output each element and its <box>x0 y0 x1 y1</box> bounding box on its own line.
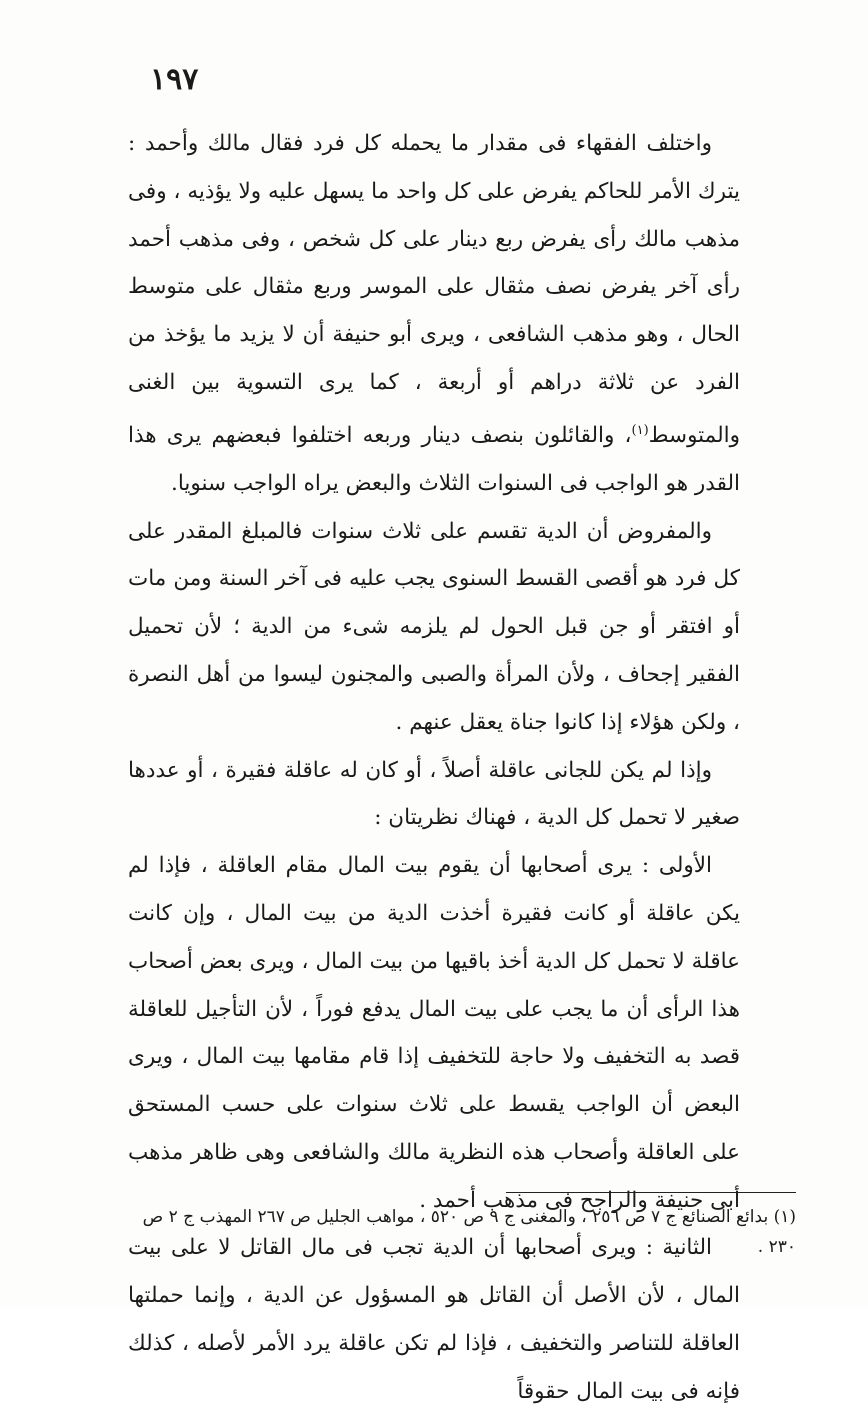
paragraph: الأولى : يرى أصحابها أن يقوم بيت المال مقام العاقلة ، فإذا لم يكن عاقلة أو كانت فقيرة أخذت الدية من بيت المال ، وإن كانت عاقلة لا تحمل كل الدية أخذ باقيها من بيت المال ، ويرى بعض أصحاب هذا الرأى أن ما يجب على بيت المال يدفع فوراً ، لأن التأجيل للعاقلة قصد به التخفيف ولا حاجة للتخفيف إذا قام مقامها بيت المال ، ويرى البعض أن الواجب يقسط على ثلاث سنوات على حسب المستحق على العاقلة وأصحاب هذه النظرية مالك والشافعى وهى ظاهر مذهب أبى حنيفة والراجح فى مذهب أحمد . <box>128 853 740 1213</box>
footnotes <box>128 1202 796 1262</box>
paragraph-text-continued: ، والقائلون بنصف دينار وربعه اختلفوا فبعضهم يرى هذا القدر هو الواجب فى السنوات الثلاث والبعض يراه الواجب سنويا. <box>128 422 740 496</box>
paragraph <box>128 120 740 508</box>
footnote-reference: (١) <box>631 422 649 438</box>
paragraph: وإذا لم يكن للجانى عاقلة أصلاً ، أو كان له عاقلة فقيرة ، أو عددها صغير لا تحمل كل الدية ، فهناك نظريتان : <box>128 757 740 831</box>
footnote: (١) بدائع الصنائع ج ٧ ص ٢٥٦ ، والمغنى ج ٩ ص ٥٢٠ ، مواهب الجليل ص ٢٦٧ المهذب ج ٢ ص ٢٣٠ . <box>142 1207 796 1257</box>
footnote-separator <box>506 1192 796 1193</box>
paragraph: والمفروض أن الدية تقسم على ثلاث سنوات فالمبلغ المقدر على كل فرد هو أقصى القسط السنوى يجب عليه فى آخر السنة ومن مات أو افتقر أو جن قبل الحول لم يلزمه شىء من الدية ؛ لأن تحميل الفقير إجحاف ، ولأن المرأة والصبى والمجنون ليسوا من أهل النصرة ، ولكن هؤلاء إذا كانوا جناة يعقل عنهم . <box>128 518 740 735</box>
paragraph-text: واختلف الفقهاء فى مقدار ما يحمله كل فرد فقال مالك وأحمد : يترك الأمر للحاكم يفرض على كل واحد ما يسهل عليه ولا يؤذيه ، وفى مذهب مالك رأى يفرض ربع دينار على كل شخص ، وفى مذهب أحمد رأى آخر يفرض نصف مثقال على الموسر وربع مثقال على متوسط الحال ، وهو مذهب الشافعى ، ويرى أبو حنيفة أن لا يزيد ما يؤخذ من الفرد عن ثلاثة دراهم أو أربعة ، كما يرى التسوية بين الغنى والمتوسط <box>128 131 740 448</box>
page-number: ١٩٧ <box>150 62 199 97</box>
paragraph: الثانية : ويرى أصحابها أن الدية تجب فى مال القاتل لا على بيت المال ، لأن الأصل أن القاتل هو المسؤول عن الدية ، وإنما حملتها العاقلة للتناصر والتخفيف ، فإذا لم تكن عاقلة يرد الأمر لأصله ، كذلك فإنه فى بيت المال حقوقاً <box>128 1235 740 1404</box>
